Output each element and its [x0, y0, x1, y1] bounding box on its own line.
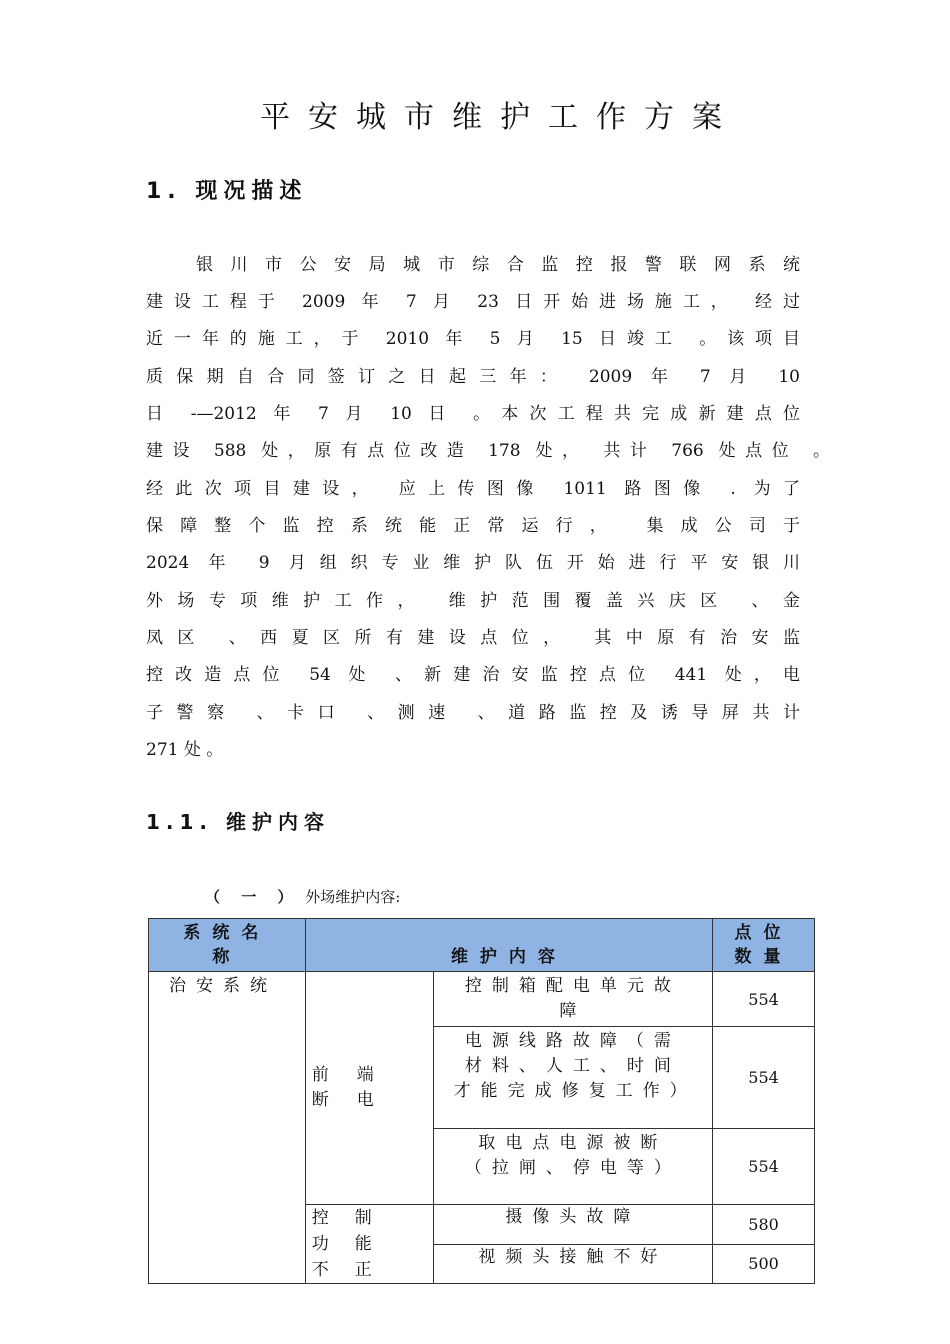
paragraph-line: 外场专项维护工作， 维护范围覆盖兴庆区 、金 — [146, 591, 800, 611]
count-cell: 500 — [713, 1244, 815, 1284]
header-system-name: 系统名称 — [149, 919, 306, 972]
section-heading-1-1: 1.1. 维护内容 — [146, 810, 330, 834]
item-text: 取电点电源被断（拉闸、停电等） — [464, 1133, 681, 1178]
table-row — [149, 972, 815, 1027]
paragraph-line: 子警察 、卡口 、测速 、道路监控及诱导屏共计 — [146, 703, 800, 723]
paragraph-line: 近一年的施工，于 2010 年 5 月 15 日竣工 。该项目 — [146, 329, 800, 349]
item-text: 电源线路故障（需材料、人工、时间才能完成修复工作） — [453, 1031, 697, 1101]
paragraph-line: 271 处 。 — [146, 740, 224, 760]
paragraph-line: 建设 588 处，原有点位改造 178 处， 共计 766 处点位 。 — [146, 441, 830, 461]
document-title: 平安城市维护工作方案 — [260, 100, 740, 135]
item-text: 视频头接触不好 — [478, 1246, 668, 1267]
count-cell: 554 — [713, 972, 815, 1027]
item-cell — [433, 1027, 713, 1129]
paragraph-line: 经此次项目建设， 应上传图像 1011 路图像 . 为了 — [146, 479, 800, 499]
subheading-text: 外场维护内容: — [305, 888, 401, 906]
paragraph-line: 保障整个监控系统能正常运行， 集成公司于 — [146, 516, 800, 536]
item-text: 控制箱配电单元故障 — [464, 976, 681, 1021]
group-label: 控制功能不正 — [311, 1208, 398, 1280]
header-point-count: 点位数量 — [713, 919, 815, 972]
paragraph-line: 凤区 、西夏区所有建设点位， 其中原有治安监 — [146, 628, 800, 648]
table-header-row — [149, 919, 815, 972]
group-label: 前端断电 — [311, 1065, 402, 1110]
item-text: 摄像头故障 — [505, 1207, 641, 1227]
paragraph-line: 日 -—2012 年 7 月 10 日 。本次工程共完成新建点位 — [146, 404, 800, 424]
group-cell-power-outage — [305, 972, 433, 1205]
subheading-index: （ 一 ） — [205, 888, 301, 906]
paragraph-line: 控改造点位 54 处 、新建治安监控点位 441 处，电 — [146, 665, 800, 685]
paragraph-line: 银川市公安局城市综合监控报警联网系统 — [196, 255, 800, 275]
item-cell — [433, 972, 713, 1027]
paragraph-line: 质保期自合同签订之日起三年： 2009 年 7 月 10 — [146, 367, 800, 387]
paragraph-line: 建设工程于 2009 年 7 月 23 日开始进场施工， 经过 — [146, 292, 800, 312]
group-cell-control-function — [305, 1205, 433, 1284]
count-cell: 554 — [713, 1027, 815, 1129]
item-cell — [433, 1205, 713, 1245]
system-name: 治安系统 — [169, 976, 277, 996]
count-cell: 580 — [713, 1205, 815, 1245]
item-cell — [433, 1129, 713, 1205]
section-heading-1: 1. 现况描述 — [146, 179, 308, 204]
paragraph-line: 2024 年 9 月组织专业维护队伍开始进行平安银川 — [146, 553, 800, 573]
item-cell — [433, 1244, 713, 1284]
system-name-cell — [149, 972, 306, 1284]
maintenance-table — [148, 918, 815, 1284]
count-cell: 554 — [713, 1129, 815, 1205]
subheading-field-maintenance — [205, 886, 400, 907]
header-maintenance-content: 维护内容 — [305, 919, 712, 972]
